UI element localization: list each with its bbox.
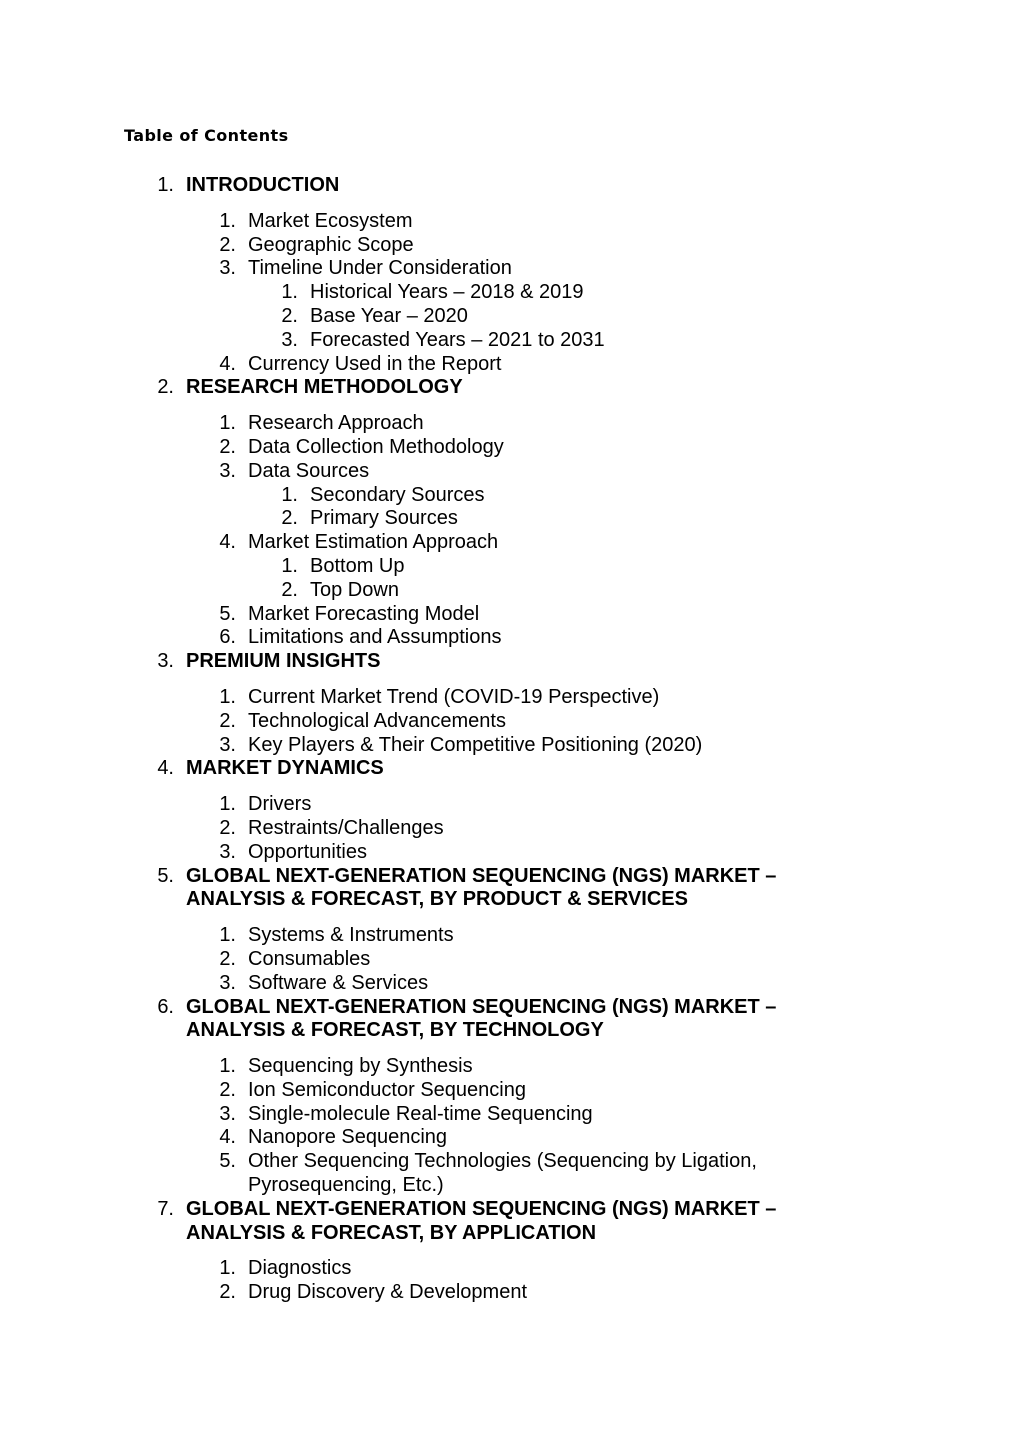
toc-number: 3. [281, 328, 298, 351]
toc-number: 6. [157, 995, 174, 1018]
toc-number: 2. [219, 233, 236, 256]
toc-item[interactable] [0, 710, 1023, 734]
toc-text: Ion Semiconductor Sequencing [248, 1078, 526, 1101]
toc-text: Software & Services [248, 971, 429, 994]
toc-section[interactable] [0, 865, 1023, 913]
toc-section[interactable] [0, 650, 1023, 674]
toc-subitem[interactable] [0, 555, 1023, 579]
toc-number: 2. [219, 1281, 236, 1304]
toc-text: Pyrosequencing, Etc.) [248, 1174, 444, 1197]
toc-number: 6. [219, 626, 236, 649]
toc-text: Systems & Instruments [248, 924, 454, 947]
toc-text: Nanopore Sequencing [248, 1126, 448, 1149]
toc-item[interactable] [0, 626, 1023, 650]
toc-number: 4. [157, 757, 174, 780]
toc-text: ANALYSIS & FORECAST, BY TECHNOLOGY [186, 1019, 604, 1042]
toc-item[interactable] [0, 1281, 1023, 1305]
toc-text: Consumables [248, 947, 371, 970]
toc-number: 5. [219, 1150, 236, 1173]
toc-item[interactable] [0, 972, 1023, 996]
toc-number: 4. [219, 352, 236, 375]
toc-item[interactable] [0, 436, 1023, 460]
toc-number: 1. [281, 554, 298, 577]
toc-text: Geographic Scope [248, 233, 414, 256]
toc-text: Single-molecule Real-time Sequencing [248, 1102, 593, 1125]
toc-number: 1. [281, 281, 298, 304]
toc-text: Data Collection Methodology [248, 435, 504, 458]
toc-item[interactable] [0, 1150, 1023, 1198]
toc-number: 4. [219, 1126, 236, 1149]
toc-number: 5. [157, 864, 174, 887]
toc-number: 5. [219, 602, 236, 625]
toc-text: Secondary Sources [310, 483, 485, 506]
toc-number: 1. [219, 1055, 236, 1078]
toc-item[interactable] [0, 841, 1023, 865]
toc-number: 2. [281, 578, 298, 601]
toc-number: 2. [219, 1078, 236, 1101]
toc-number: 3. [157, 650, 174, 673]
toc-text: Sequencing by Synthesis [248, 1055, 473, 1078]
toc-item[interactable] [0, 1079, 1023, 1103]
toc-number: 1. [219, 209, 236, 232]
toc-text: Limitations and Assumptions [248, 626, 502, 649]
toc-text: INTRODUCTION [186, 174, 340, 196]
toc-text: Market Ecosystem [248, 209, 413, 232]
toc-text: Bottom Up [310, 554, 405, 577]
toc-number: 1. [219, 793, 236, 816]
toc-text: ANALYSIS & FORECAST, BY PRODUCT & SERVICES [186, 888, 688, 911]
toc-item[interactable] [0, 603, 1023, 627]
toc-section[interactable] [0, 996, 1023, 1044]
toc-item[interactable] [0, 460, 1023, 484]
toc-text: Drug Discovery & Development [248, 1281, 527, 1304]
toc-item[interactable] [0, 1126, 1023, 1150]
toc-number: 3. [219, 1102, 236, 1125]
toc-number: 4. [219, 531, 236, 554]
toc-item[interactable] [0, 412, 1023, 436]
toc-subitem[interactable] [0, 329, 1023, 353]
toc-number: 3. [219, 459, 236, 482]
toc-number: 1. [219, 1257, 236, 1280]
toc-item[interactable] [0, 1257, 1023, 1281]
toc-item[interactable] [0, 353, 1023, 377]
toc-subitem[interactable] [0, 507, 1023, 531]
toc-number: 1. [219, 924, 236, 947]
toc-text: Base Year – 2020 [310, 304, 468, 327]
toc-item[interactable] [0, 1055, 1023, 1079]
toc-text: Forecasted Years – 2021 to 2031 [310, 328, 605, 351]
toc-subitem[interactable] [0, 484, 1023, 508]
toc-text: Top Down [310, 578, 399, 601]
toc-number: 2. [157, 376, 174, 399]
toc-item[interactable] [0, 234, 1023, 258]
toc-text: PREMIUM INSIGHTS [186, 650, 381, 673]
toc-text: Currency Used in the Report [248, 352, 502, 375]
toc-subitem[interactable] [0, 579, 1023, 603]
toc-number: 2. [219, 709, 236, 732]
toc-item[interactable] [0, 210, 1023, 234]
toc-number: 7. [157, 1197, 174, 1220]
toc-section[interactable] [0, 174, 1023, 198]
toc-text: Key Players & Their Competitive Positioning (2020) [248, 733, 703, 756]
toc-section[interactable] [0, 376, 1023, 400]
toc-text: Diagnostics [248, 1257, 352, 1280]
toc-text: Historical Years – 2018 & 2019 [310, 281, 584, 304]
toc-item[interactable] [0, 686, 1023, 710]
toc-number: 3. [219, 733, 236, 756]
toc-item[interactable] [0, 1103, 1023, 1127]
toc-number: 2. [281, 507, 298, 530]
toc-number: 3. [219, 840, 236, 863]
toc-text: MARKET DYNAMICS [186, 757, 384, 780]
toc-number: 3. [219, 971, 236, 994]
toc-text: RESEARCH METHODOLOGY [186, 376, 463, 399]
toc-text: GLOBAL NEXT-GENERATION SEQUENCING (NGS) MARKET – [186, 864, 777, 887]
toc-text: Restraints/Challenges [248, 816, 444, 839]
toc-text: Market Estimation Approach [248, 531, 499, 554]
toc-number: 1. [219, 685, 236, 708]
toc-text: GLOBAL NEXT-GENERATION SEQUENCING (NGS) MARKET – [186, 995, 777, 1018]
toc-section[interactable] [0, 1198, 1023, 1246]
toc-text: Current Market Trend (COVID-19 Perspective) [248, 685, 660, 708]
toc-text: Opportunities [248, 840, 367, 863]
toc-number: 3. [219, 257, 236, 280]
toc-subitem[interactable] [0, 281, 1023, 305]
toc-text: GLOBAL NEXT-GENERATION SEQUENCING (NGS) MARKET – [186, 1197, 777, 1220]
toc-item[interactable] [0, 734, 1023, 758]
toc-subitem[interactable] [0, 305, 1023, 329]
toc-section[interactable] [0, 757, 1023, 781]
toc-text: Market Forecasting Model [248, 602, 480, 625]
toc-number: 2. [219, 816, 236, 839]
toc-text: Technological Advancements [248, 709, 506, 732]
toc-text: Research Approach [248, 412, 424, 435]
toc-text: Data Sources [248, 459, 370, 482]
table-of-contents [0, 174, 1023, 1305]
toc-number: 1. [219, 412, 236, 435]
toc-item[interactable] [0, 948, 1023, 972]
toc-number: 2. [219, 947, 236, 970]
toc-item[interactable] [0, 817, 1023, 841]
toc-number: 1. [157, 174, 174, 196]
toc-text: Timeline Under Consideration [248, 257, 512, 280]
toc-item[interactable] [0, 793, 1023, 817]
toc-number: 1. [281, 483, 298, 506]
toc-number: 2. [281, 304, 298, 327]
toc-number: 2. [219, 435, 236, 458]
toc-text: Primary Sources [310, 507, 458, 530]
toc-item[interactable] [0, 924, 1023, 948]
toc-text: ANALYSIS & FORECAST, BY APPLICATION [186, 1221, 597, 1244]
toc-heading: Table of Contents [124, 126, 289, 145]
toc-text: Other Sequencing Technologies (Sequencing by Ligation, [248, 1150, 757, 1173]
toc-text: Drivers [248, 793, 312, 816]
toc-item[interactable] [0, 531, 1023, 555]
toc-item[interactable] [0, 257, 1023, 281]
